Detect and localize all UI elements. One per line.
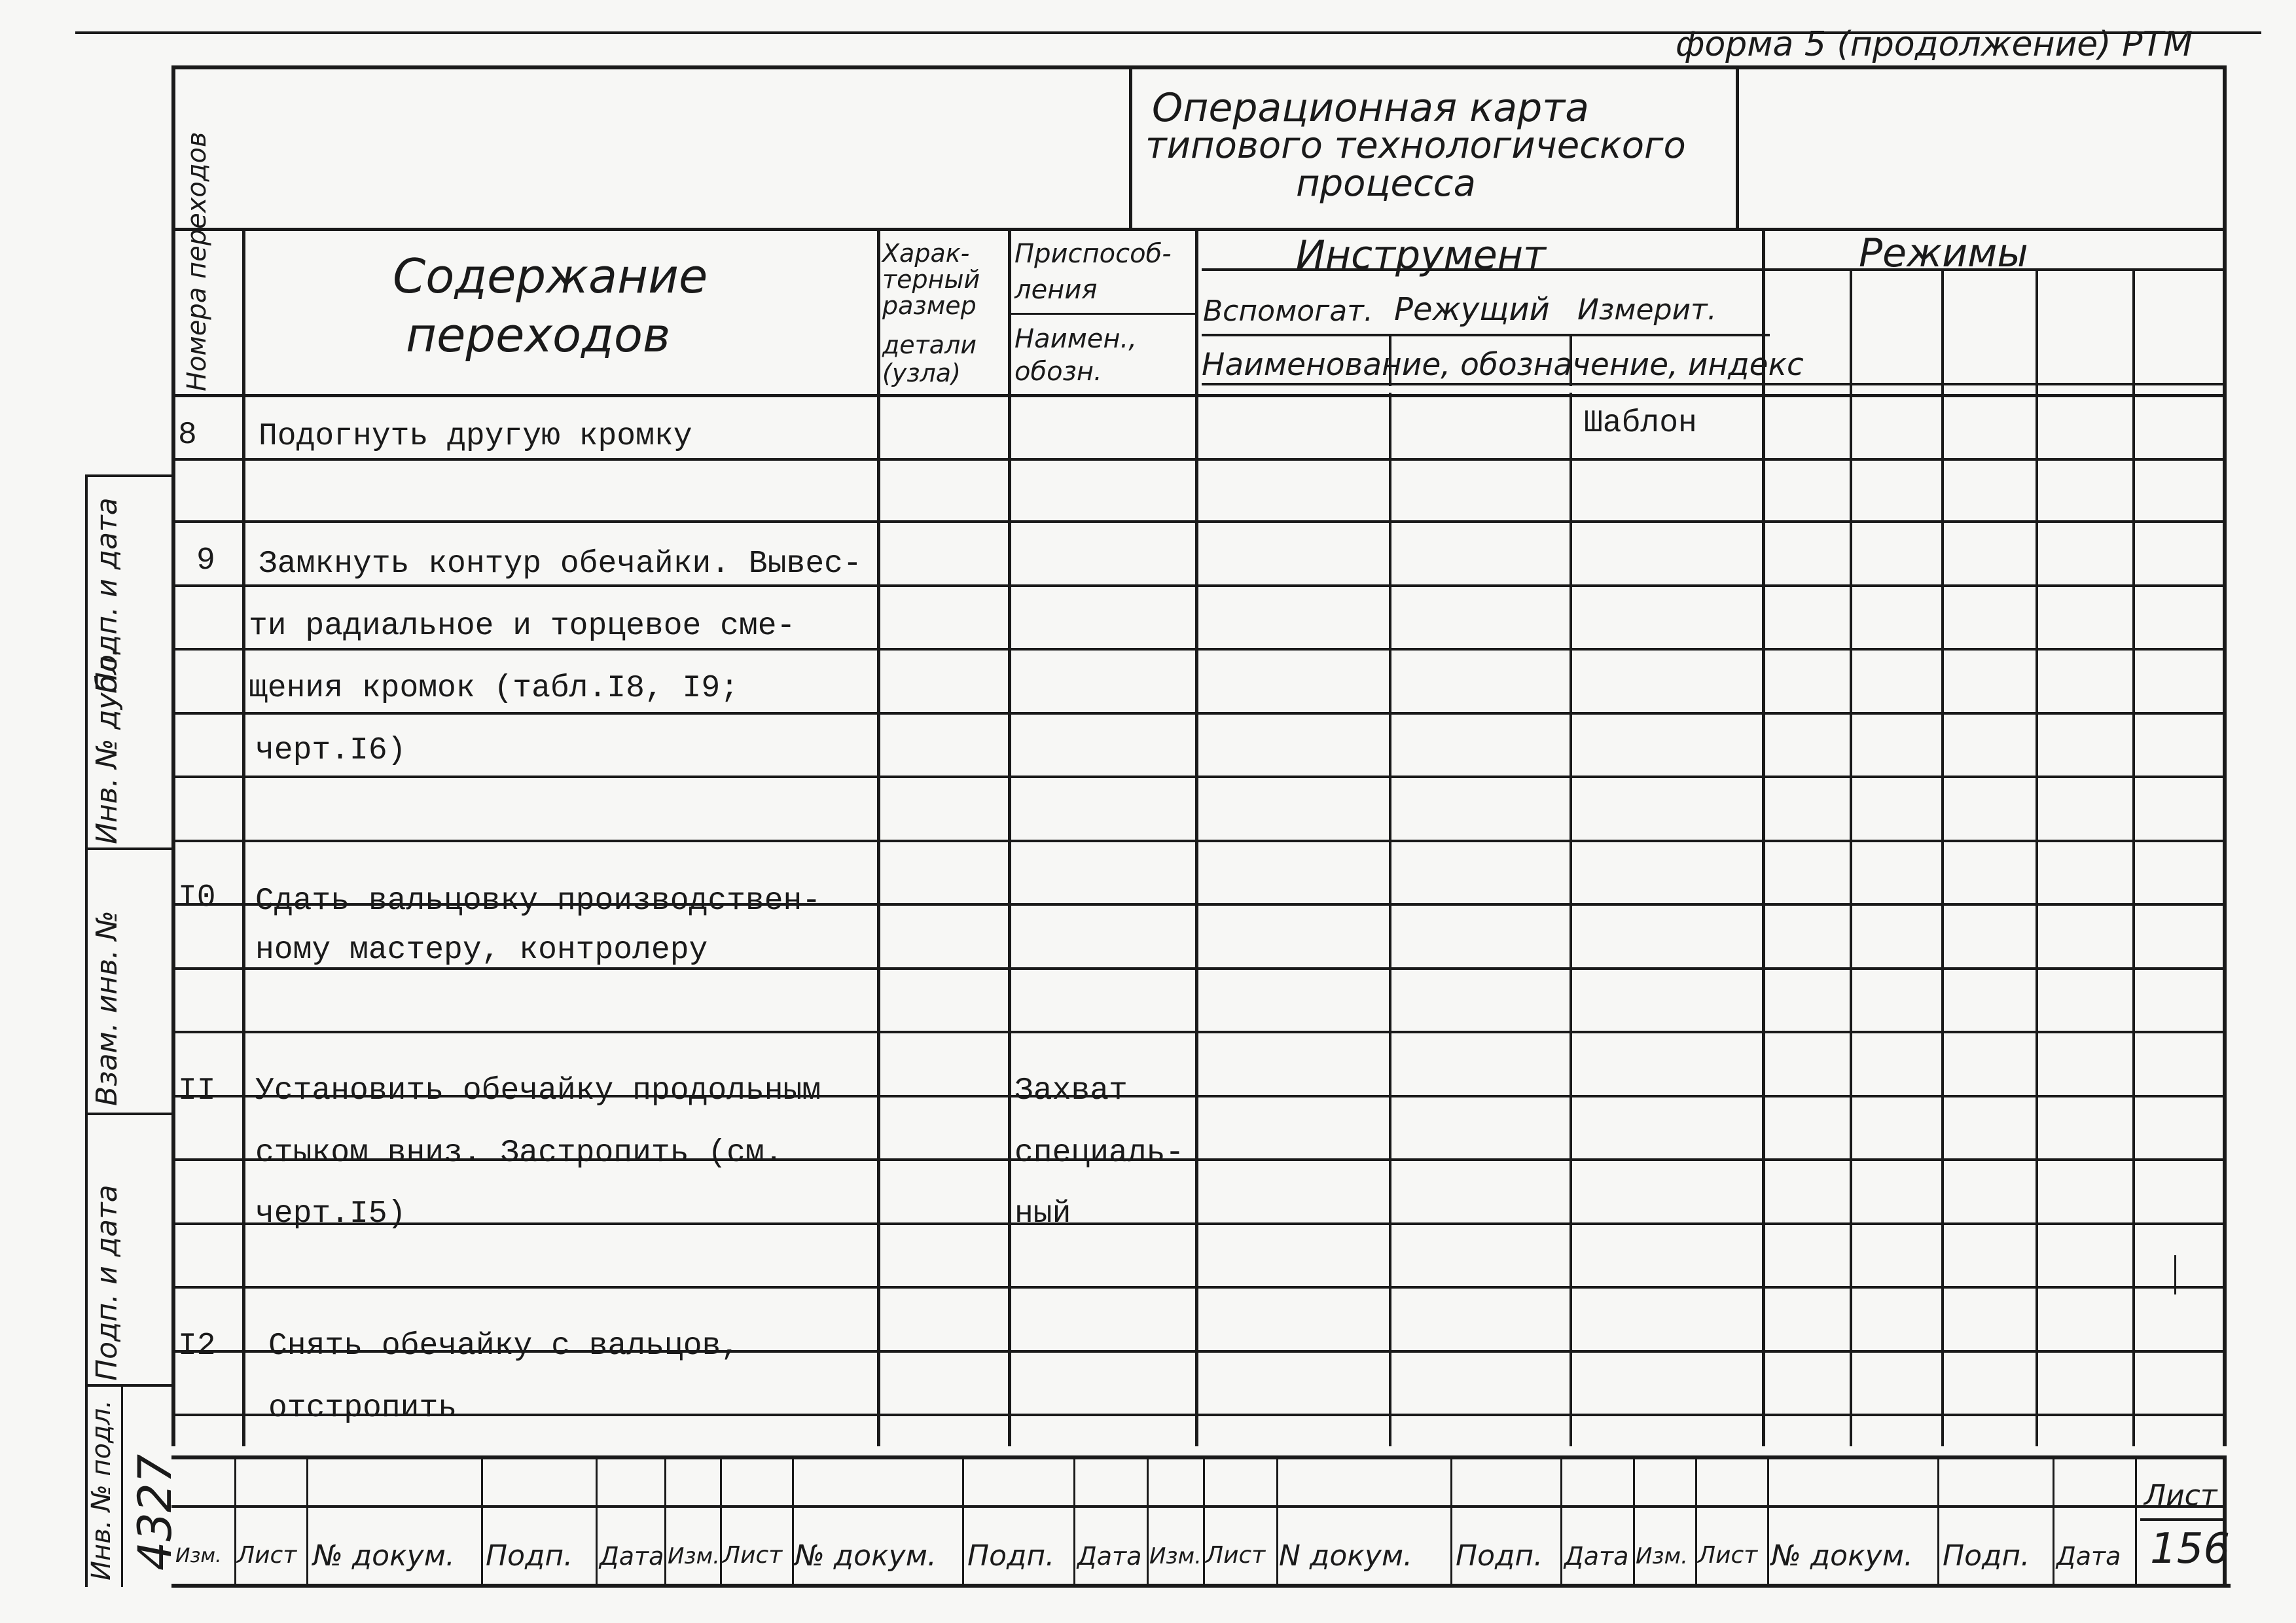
num-col-header: Номера переходов xyxy=(182,132,212,391)
footer-label: N докум. xyxy=(1279,1539,1413,1573)
row-number: II xyxy=(178,1073,216,1109)
title-line-3: процесса xyxy=(1296,162,1476,205)
footer-label: Лист xyxy=(723,1542,783,1569)
row-text: Сдать вальцовку производствен- xyxy=(255,883,821,919)
footer-label: Подп. xyxy=(486,1539,573,1573)
footer-label: Подп. xyxy=(967,1539,1055,1573)
row-number: 8 xyxy=(178,418,197,453)
fixture-value: Захват xyxy=(1014,1073,1128,1109)
footer-label: Изм. xyxy=(1636,1543,1688,1569)
fixture-header-3: Наимен., xyxy=(1014,324,1137,354)
row-number: I2 xyxy=(178,1329,216,1364)
footer-label: № докум. xyxy=(795,1539,937,1573)
row-text: черт.I5) xyxy=(255,1196,406,1232)
instrument-header: Инструмент xyxy=(1296,232,1547,278)
form-label: форма 5 (продолжение) РТМ xyxy=(1676,25,2193,64)
side-podp-data-top: Подп. и дата xyxy=(90,497,124,694)
footer-label: № докум. xyxy=(1771,1539,1913,1573)
row-text: стыком вниз. Застропить (см. xyxy=(255,1135,783,1171)
naming-header: Наименование, обозначение, индекс xyxy=(1202,347,1804,383)
row-text: ному мастеру, контролеру xyxy=(255,933,708,968)
row-text: Замкнуть контур обечайки. Вывес- xyxy=(259,546,862,582)
side-vzam-inv: Взам. инв. № xyxy=(90,910,124,1106)
footer-label: Лист xyxy=(237,1542,297,1569)
cutting-header: Режущий xyxy=(1394,291,1550,328)
side-podp-data-bottom: Подп. и дата xyxy=(90,1185,124,1381)
measuring-header: Измерит. xyxy=(1577,293,1717,327)
footer-label: Подп. xyxy=(1943,1539,2030,1573)
side-inv-number: 4327 xyxy=(128,1454,182,1571)
sheet-number: 156 xyxy=(2150,1525,2231,1573)
modes-header: Режимы xyxy=(1859,230,2028,276)
footer-label: Подп. xyxy=(1456,1539,1543,1573)
char-size-1: Харак- xyxy=(882,239,970,268)
footer-label: Дата xyxy=(600,1542,664,1571)
row-text: черт.I6) xyxy=(255,733,406,768)
fixture-header-4: обозн. xyxy=(1014,357,1102,387)
char-size-3: размер xyxy=(882,291,977,320)
footer-label: Лист xyxy=(1206,1542,1266,1569)
content-header-2: переходов xyxy=(406,308,671,363)
fixture-value: специаль- xyxy=(1014,1135,1185,1171)
title-line-1: Операционная карта xyxy=(1152,85,1589,131)
fixture-value: ный xyxy=(1014,1196,1071,1232)
footer-label: № докум. xyxy=(313,1539,455,1573)
char-size-4: детали xyxy=(882,330,977,359)
margin-mark xyxy=(2174,1255,2176,1294)
row-text: отстропить xyxy=(268,1391,457,1426)
footer-label: Лист xyxy=(1698,1542,1758,1569)
fixture-header-1: Приспособ- xyxy=(1014,239,1172,269)
row-text: щения кромок (табл.I8, I9; xyxy=(249,671,739,706)
row-text: ти радиальное и торцевое сме- xyxy=(249,609,796,644)
row-number: I0 xyxy=(178,880,216,916)
footer-label: Изм. xyxy=(668,1543,720,1569)
row-text: Снять обечайку с вальцов, xyxy=(268,1329,740,1364)
title-line-2: типового технологического xyxy=(1145,124,1686,167)
measuring-tool: Шаблон xyxy=(1584,406,1697,441)
footer-label: Дата xyxy=(1077,1542,1142,1571)
footer-label: Изм. xyxy=(175,1544,222,1567)
char-size-2: терный xyxy=(882,265,980,294)
side-inv-dubl: Инв. № дубл. xyxy=(90,647,124,844)
side-inv-podl: Инв. № подл. xyxy=(86,1400,117,1580)
sheet-label: Лист xyxy=(2144,1479,2217,1512)
row-number: 9 xyxy=(196,543,215,579)
row-text: Установить обечайку продольным xyxy=(255,1073,821,1109)
footer-label: Изм. xyxy=(1149,1543,1202,1569)
footer-label: Дата xyxy=(1564,1542,1629,1571)
char-size-5: (узла) xyxy=(882,359,961,387)
row-text: Подогнуть другую кромку xyxy=(259,419,692,454)
footer-label: Дата xyxy=(2056,1542,2121,1571)
content-header-1: Содержание xyxy=(393,249,708,304)
fixture-header-2: ления xyxy=(1014,275,1098,305)
aux-header: Вспомогат. xyxy=(1203,294,1373,328)
